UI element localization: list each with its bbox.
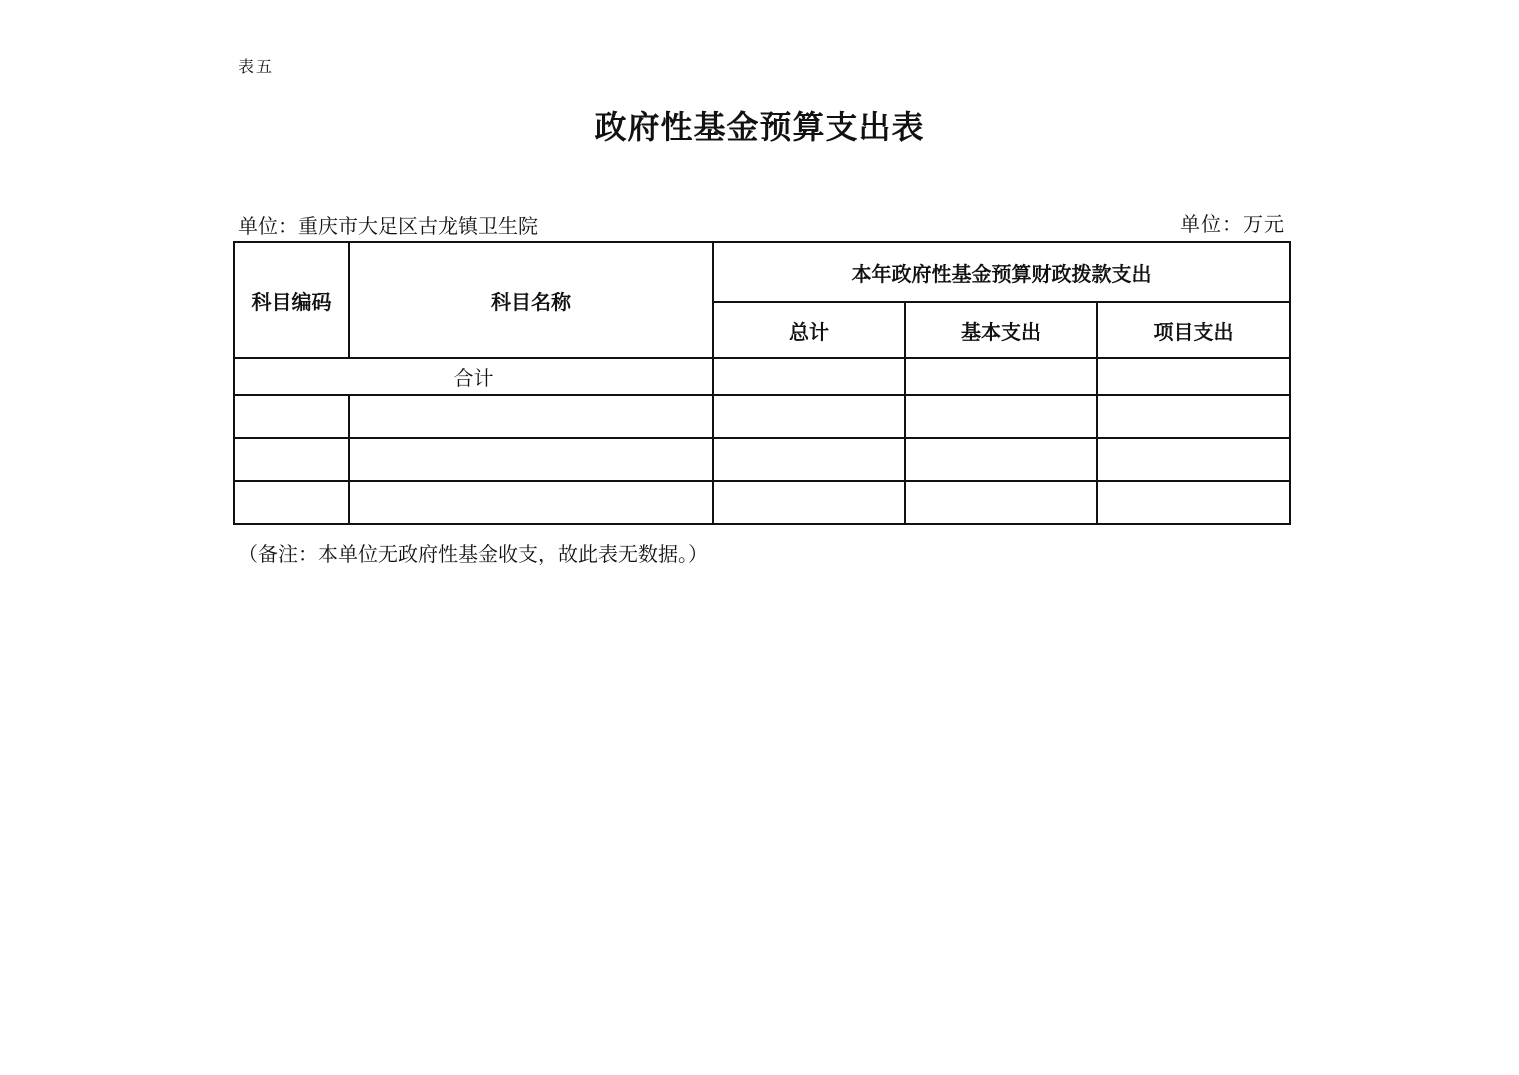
page-title: 政府性基金预算支出表 [594, 108, 925, 146]
total-project-cell [1097, 358, 1290, 395]
table-row [234, 395, 1290, 438]
project-cell [1097, 438, 1290, 481]
name-cell [349, 481, 713, 524]
table-row [234, 481, 1290, 524]
total-cell [713, 358, 905, 395]
budget-table [233, 241, 1291, 525]
code-cell [234, 395, 349, 438]
unit-organization: 单位：重庆市大足区古龙镇卫生院 [238, 214, 538, 238]
total-cell [713, 481, 905, 524]
code-cell [234, 438, 349, 481]
total-cell [713, 438, 905, 481]
unit-currency: 单位：万元 [1180, 212, 1285, 236]
header-total: 总计 [713, 302, 905, 358]
header-subject-name: 科目名称 [349, 242, 713, 358]
page-label: 表五 [238, 57, 275, 76]
footnote: （备注：本单位无政府性基金收支，故此表无数据。） [238, 542, 708, 566]
header-row-1 [234, 242, 1290, 302]
header-subject-code: 科目编码 [234, 242, 349, 358]
basic-cell [905, 395, 1097, 438]
header-fund-expenditure: 本年政府性基金预算财政拨款支出 [713, 242, 1290, 302]
project-cell [1097, 481, 1290, 524]
total-basic-cell [905, 358, 1097, 395]
table-row [234, 438, 1290, 481]
basic-cell [905, 438, 1097, 481]
header-project-expenditure: 项目支出 [1097, 302, 1290, 358]
total-label: 合计 [234, 358, 713, 395]
total-cell [713, 395, 905, 438]
name-cell [349, 438, 713, 481]
name-cell [349, 395, 713, 438]
project-cell [1097, 395, 1290, 438]
code-cell [234, 481, 349, 524]
total-row [234, 358, 1290, 395]
basic-cell [905, 481, 1097, 524]
header-basic-expenditure: 基本支出 [905, 302, 1097, 358]
